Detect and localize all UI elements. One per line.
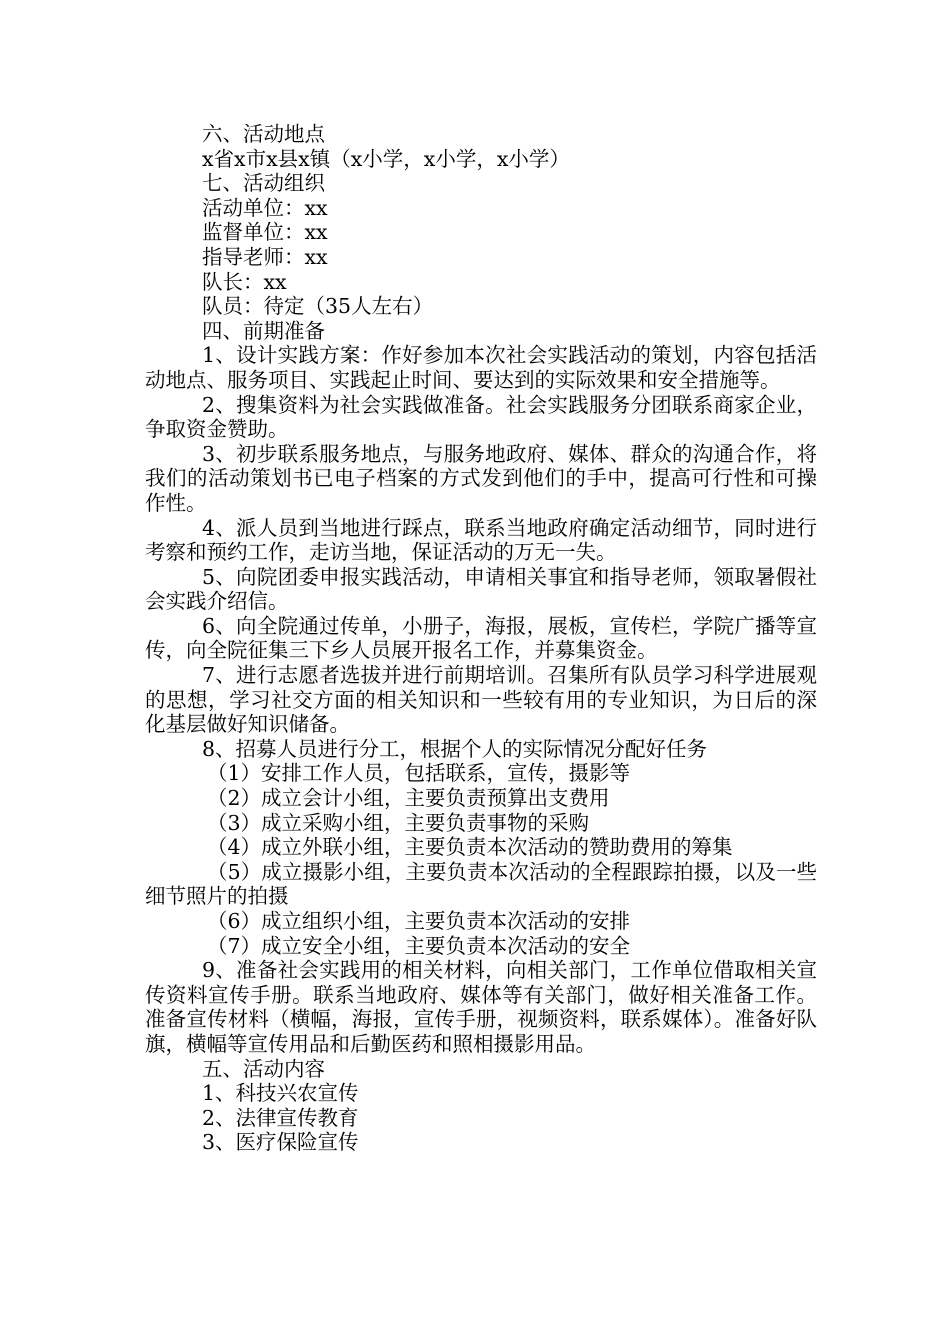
text-line: （2）成立会计小组，主要负责预算出支费用: [207, 786, 610, 811]
paragraph: 1、设计实践方案：作好参加本次社会实践活动的策划，内容包括活动地点、服务项目、实践起止时间、要达到的实际效果和安全措施等。: [145, 343, 817, 392]
text-line: 七、活动组织: [202, 171, 325, 196]
text-line: 2、法律宣传教育: [202, 1105, 359, 1130]
text-line: x省x市x县x镇（x小学，x小学，x小学）: [202, 146, 570, 171]
paragraph: 7、进行志愿者选拔并进行前期培训。召集所有队员学习科学进展观的思想，学习社交方面的相关知识和一些较有用的专业知识，为日后的深化基层做好知识储备。: [145, 663, 817, 737]
paragraph: 4、派人员到当地进行踩点，联系当地政府确定活动细节，同时进行考察和预约工作，走访当地，保证活动的万无一失。: [145, 515, 817, 565]
paragraph: 8、招募人员进行分工，根据个人的实际情况分配好任务: [202, 736, 708, 761]
text-line: 队员：待定（35人左右）: [202, 294, 434, 319]
text-line: （7）成立安全小组，主要负责本次活动的安全: [207, 933, 631, 958]
text-line: （3）成立采购小组，主要负责事物的采购: [207, 810, 590, 835]
paragraph: 9、准备社会实践用的相关材料，向相关部门，工作单位借取相关宣传资料宣传手册。联系当地政府、媒体等有关部门，做好相关准备工作。准备宣传材料（横幅，海报，宣传手册，视频资料，联系媒体）。准备好队旗，横幅等宣传用品和后勤医药和照相摄影用品。: [145, 958, 817, 1056]
paragraph: 3、初步联系服务地点，与服务地政府、媒体、群众的沟通合作，将我们的活动策划书已电子档案的方式发到他们的手中，提高可行性和可操作性。: [145, 441, 817, 515]
document-body: [145, 122, 817, 1155]
text-line: 指导老师：xx: [202, 244, 328, 269]
text-line: 六、活动地点: [202, 122, 325, 146]
text-line: 监督单位：xx: [202, 220, 328, 245]
text-line: 五、活动内容: [202, 1056, 325, 1081]
paragraph: 5、向院团委申报实践活动，申请相关事宜和指导老师，领取暑假社会实践介绍信。: [145, 564, 817, 614]
text-line: （6）成立组织小组，主要负责本次活动的安排: [207, 909, 631, 933]
paragraph: （5）成立摄影小组，主要负责本次活动的全程跟踪拍摄，以及一些细节照片的拍摄: [145, 859, 817, 909]
text-line: 1、科技兴农宣传: [202, 1081, 359, 1106]
paragraph: 2、搜集资料为社会实践做准备。社会实践服务分团联系商家企业，争取资金赞助。: [145, 392, 817, 442]
text-line: （4）成立外联小组，主要负责本次活动的赞助费用的筹集: [207, 835, 733, 860]
paragraph: 6、向全院通过传单，小册子，海报，展板，宣传栏，学院广播等宣传，向全院征集三下乡人员展开报名工作，并募集资金。: [145, 613, 817, 663]
text-line: 四、前期准备: [202, 318, 325, 343]
text-line: 3、医疗保险宣传: [202, 1130, 359, 1155]
text-line: （1）安排工作人员，包括联系，宣传，摄影等: [207, 761, 631, 786]
text-line: 活动单位：xx: [202, 195, 328, 220]
text-line: 队长：xx: [202, 269, 287, 294]
